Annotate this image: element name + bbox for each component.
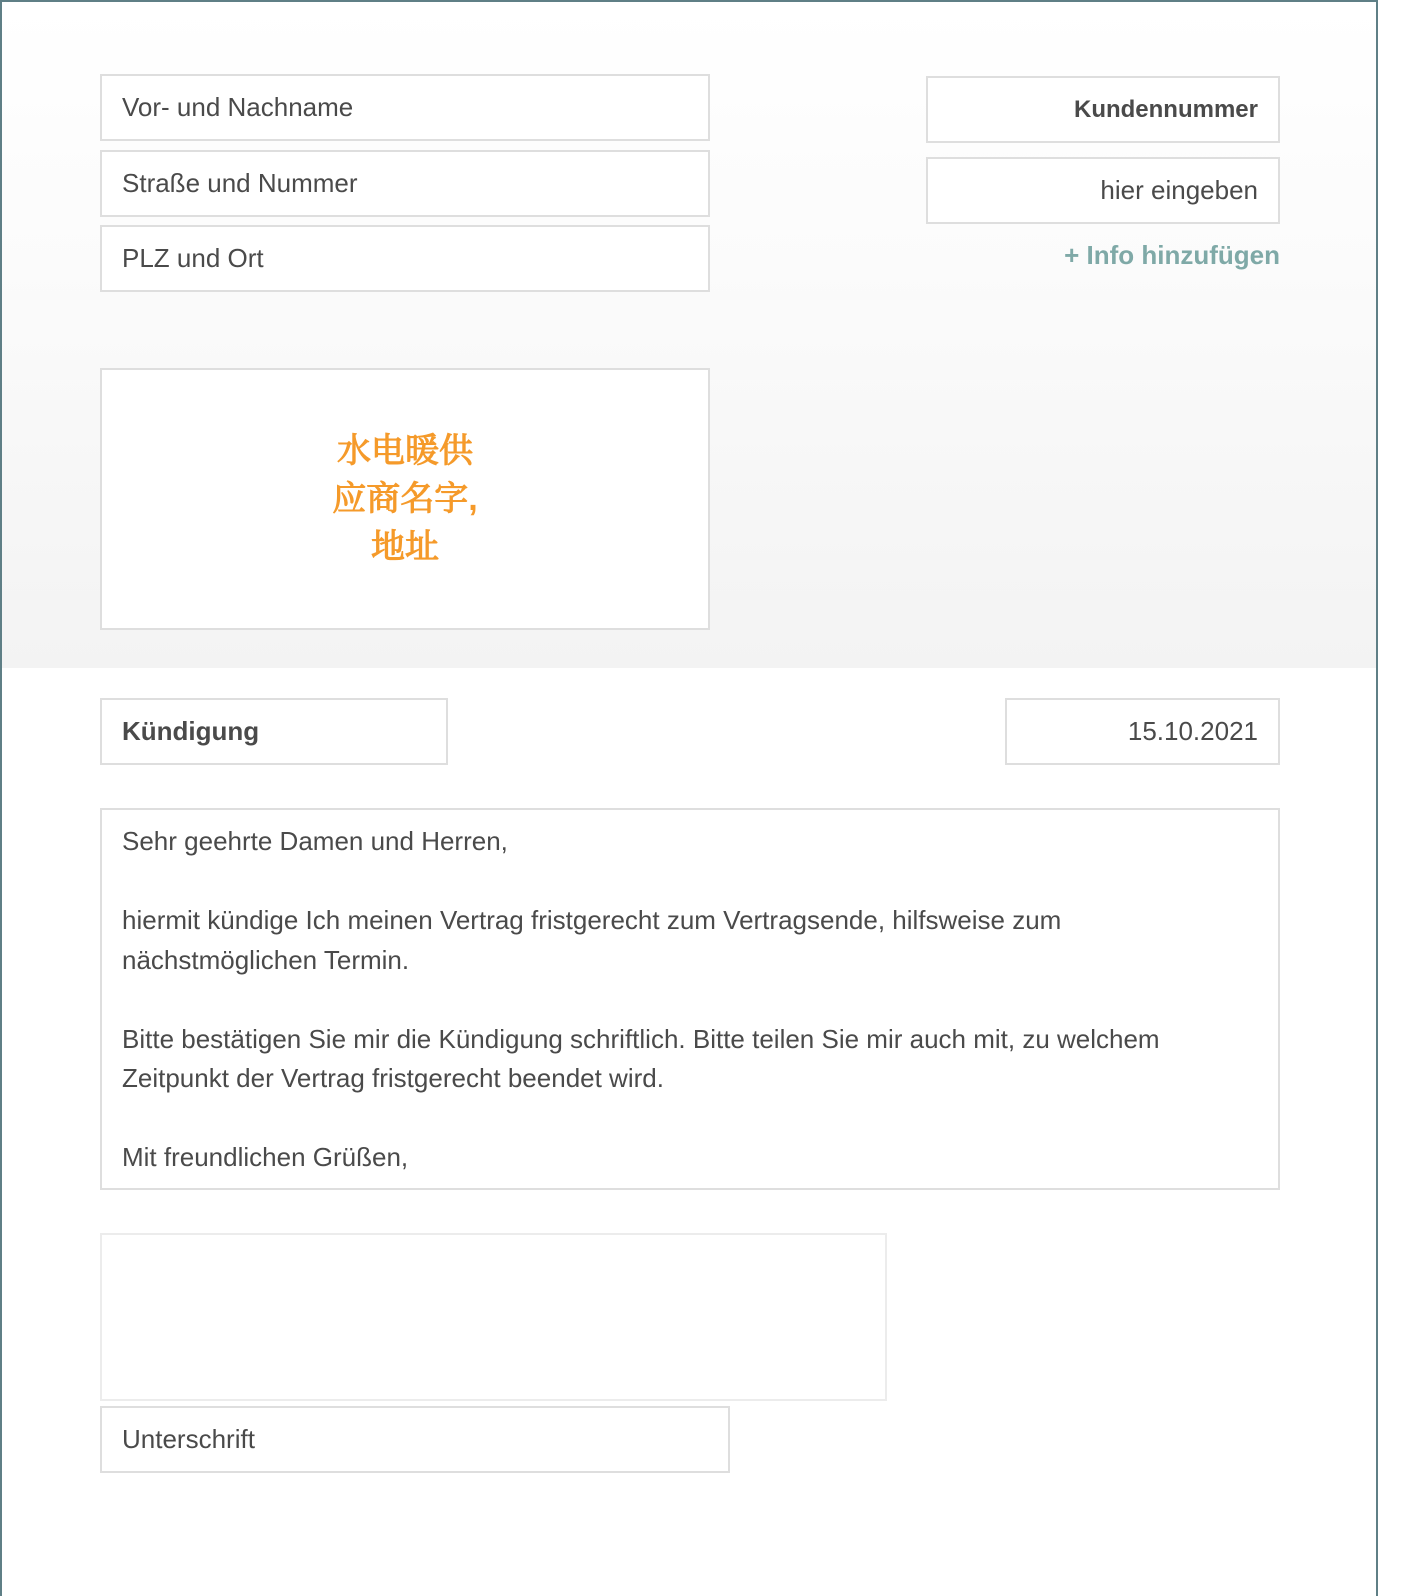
signature-label-text: Unterschrift — [122, 1424, 255, 1454]
sender-name-placeholder: Vor- und Nachname — [122, 92, 354, 122]
customer-number-label: Kundennummer — [1073, 95, 1258, 123]
customer-number-input[interactable] — [926, 157, 1280, 224]
closing-text: Mit freundlichen Grüßen, — [122, 1142, 409, 1172]
body-paragraph-2: Bitte bestätigen Sie mir die Kündigung schriftlich. Bitte teilen Sie mir auch mit, zu welchem Zeitpunkt der Vertrag fristgerecht beendet wird. — [122, 1023, 1160, 1093]
body-paragraph-1: hiermit kündige Ich meinen Vertrag fristgerecht zum Vertragsende, hilfsweise zum nächstmöglichen Termin. — [122, 905, 1062, 975]
date-field[interactable] — [1005, 698, 1280, 765]
sender-city-field[interactable] — [100, 225, 710, 292]
customer-number-label-field[interactable] — [926, 76, 1280, 143]
add-info-link[interactable]: + Info hinzufügen — [1064, 240, 1280, 270]
letter-body-textarea[interactable] — [100, 808, 1280, 1190]
subject-field[interactable] — [100, 698, 448, 765]
recipient-address-field[interactable] — [100, 368, 710, 630]
date-text: 15.10.2021 — [1127, 716, 1258, 746]
salutation-text: Sehr geehrte Damen und Herren, — [122, 826, 508, 856]
signature-label-field[interactable] — [100, 1406, 730, 1473]
customer-number-placeholder: hier eingeben — [1100, 175, 1258, 205]
subject-text: Kündigung — [122, 716, 260, 746]
sender-city-placeholder: PLZ und Ort — [122, 243, 264, 273]
recipient-address-text: 水电暖供 应商名字, 地址 — [332, 432, 478, 566]
sender-name-field[interactable] — [100, 74, 710, 141]
signature-pad[interactable] — [100, 1233, 887, 1401]
sender-street-placeholder: Straße und Nummer — [122, 168, 358, 198]
sender-street-field[interactable] — [100, 150, 710, 217]
